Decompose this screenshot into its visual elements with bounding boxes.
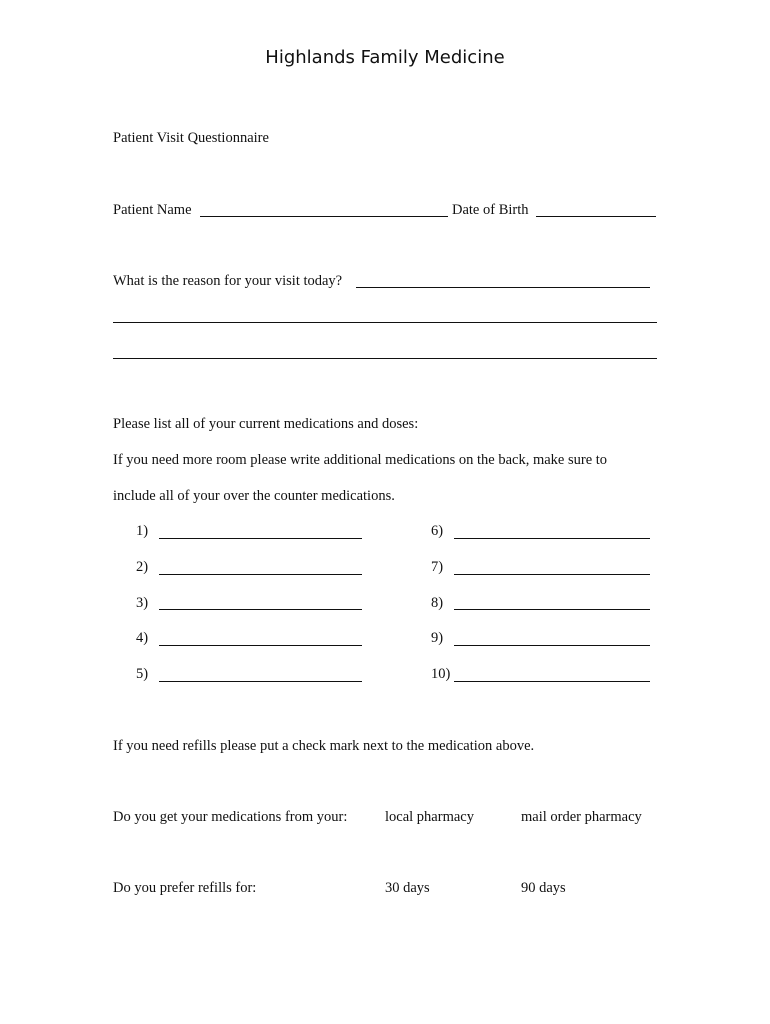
refill-length-question: Do you prefer refills for: [113, 880, 257, 896]
visit-reason-field-line-3[interactable] [113, 358, 657, 359]
medication-number: 1) [136, 523, 149, 539]
medication-field-1[interactable] [159, 538, 362, 539]
pharmacy-question: Do you get your medications from your: [113, 809, 348, 825]
medication-number: 3) [136, 595, 149, 611]
medication-field-3[interactable] [159, 609, 362, 610]
medication-number: 7) [431, 559, 444, 575]
date-of-birth-label: Date of Birth [452, 202, 529, 218]
date-of-birth-field[interactable] [536, 216, 656, 217]
medication-field-5[interactable] [159, 681, 362, 682]
medication-field-7[interactable] [454, 574, 650, 575]
medications-note-line-2: include all of your over the counter medications. [113, 488, 395, 504]
medication-number: 2) [136, 559, 149, 575]
medication-field-4[interactable] [159, 645, 362, 646]
medication-number: 6) [431, 523, 444, 539]
medication-number: 8) [431, 595, 444, 611]
mail-order-pharmacy-option[interactable]: mail order pharmacy [521, 809, 642, 825]
medication-field-6[interactable] [454, 538, 650, 539]
medication-number: 9) [431, 630, 444, 646]
medication-field-2[interactable] [159, 574, 362, 575]
medication-number: 4) [136, 630, 149, 646]
refills-note: If you need refills please put a check mark next to the medication above. [113, 738, 535, 754]
patient-name-label: Patient Name [113, 202, 192, 218]
medications-heading: Please list all of your current medications and doses: [113, 416, 419, 432]
local-pharmacy-option[interactable]: local pharmacy [385, 809, 474, 825]
form-subtitle: Patient Visit Questionnaire [113, 130, 269, 146]
medication-field-8[interactable] [454, 609, 650, 610]
page-title: Highlands Family Medicine [265, 47, 505, 68]
visit-reason-field-line-2[interactable] [113, 322, 657, 323]
patient-name-field[interactable] [200, 216, 448, 217]
medication-field-10[interactable] [454, 681, 650, 682]
visit-reason-field-line-1[interactable] [356, 287, 650, 288]
medication-number: 5) [136, 666, 149, 682]
medication-field-9[interactable] [454, 645, 650, 646]
visit-reason-label: What is the reason for your visit today? [113, 273, 343, 289]
refill-30-days-option[interactable]: 30 days [385, 880, 430, 896]
refill-90-days-option[interactable]: 90 days [521, 880, 566, 896]
medication-number: 10) [431, 666, 451, 682]
medications-note-line-1: If you need more room please write additional medications on the back, make sure to [113, 452, 608, 468]
